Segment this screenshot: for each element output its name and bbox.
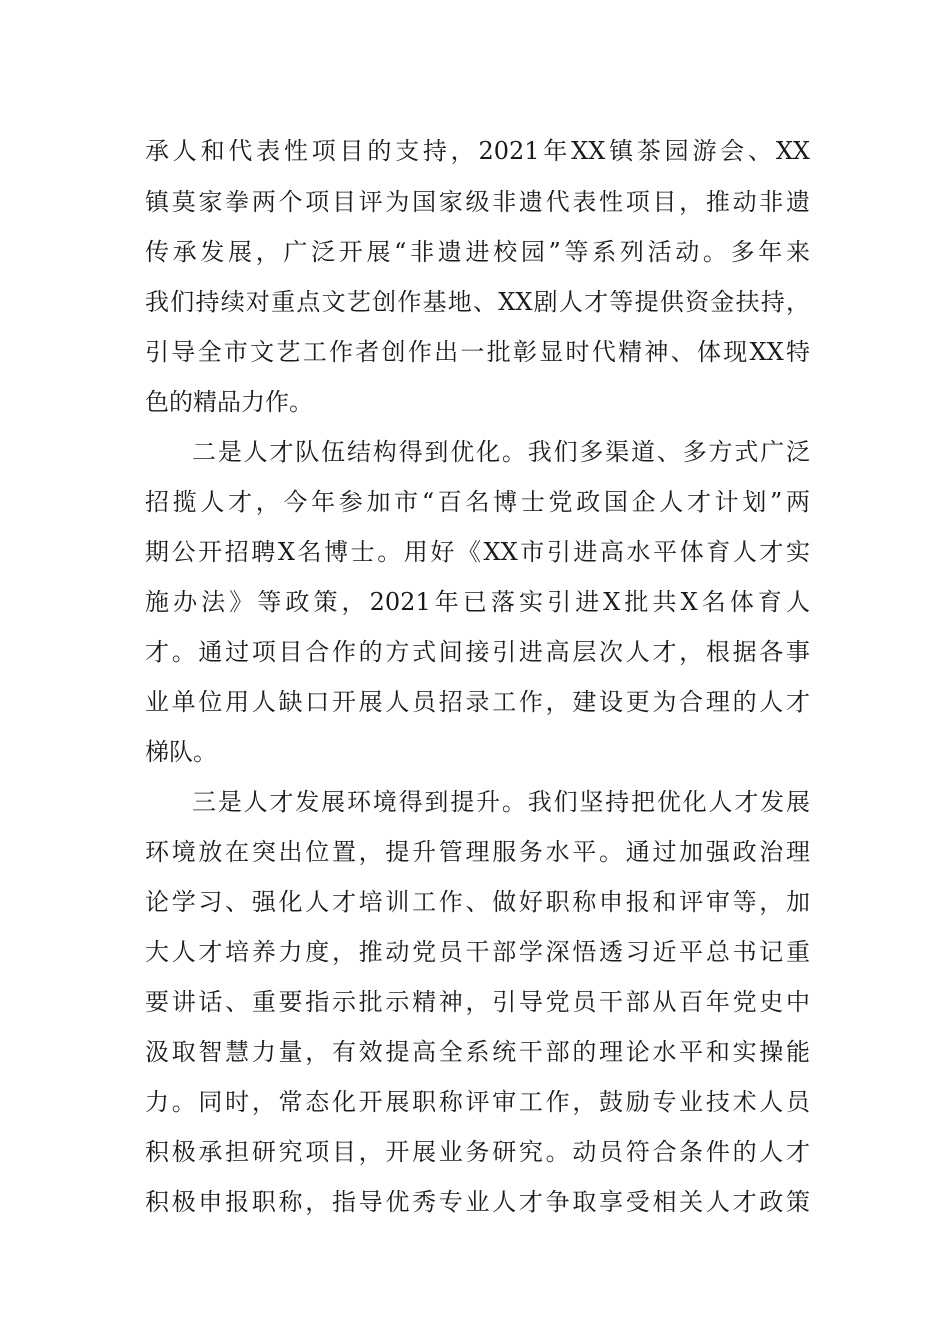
text-line: 梯队。	[145, 738, 217, 766]
text-line: 要讲话、重要指示批示精神，引导党员干部从百年党史中	[145, 988, 810, 1016]
text-line: 论学习、强化人才培训工作、做好职称申报和评审等，加	[145, 888, 810, 916]
text-line: 期公开招聘X名博士。用好《XX市引进高水平体育人才实	[145, 538, 810, 566]
text-line: 色的精品力作。	[145, 388, 313, 416]
text-line: 传承发展，广泛开展“非遗进校园”等系列活动。多年来	[145, 238, 810, 266]
text-line: 承人和代表性项目的支持，2021年XX镇茶园游会、XX	[145, 137, 810, 165]
text-line: 才。通过项目合作的方式间接引进高层次人才，根据各事	[145, 638, 810, 666]
text-line: 环境放在突出位置，提升管理服务水平。通过加强政治理	[145, 838, 810, 866]
text-line: 我们持续对重点文艺创作基地、XX剧人才等提供资金扶持，	[145, 288, 810, 316]
text-line: 汲取智慧力量，有效提高全系统干部的理论水平和实操能	[145, 1038, 810, 1066]
text-line: 积极申报职称，指导优秀专业人才争取享受相关人才政策	[145, 1188, 810, 1216]
text-line: 招揽人才，今年参加市“百名博士党政国企人才计划”两	[145, 488, 810, 516]
paragraph-3-first-line: 三是人才发展环境得到提升。我们坚持把优化人才发展	[192, 788, 810, 816]
text-line: 业单位用人缺口开展人员招录工作，建设更为合理的人才	[145, 688, 810, 716]
text-line: 力。同时，常态化开展职称评审工作，鼓励专业技术人员	[145, 1088, 810, 1116]
text-line: 大人才培养力度，推动党员干部学深悟透习近平总书记重	[145, 938, 810, 966]
paragraph-2-first-line: 二是人才队伍结构得到优化。我们多渠道、多方式广泛	[192, 438, 810, 466]
text-line: 引导全市文艺工作者创作出一批彰显时代精神、体现XX特	[145, 338, 810, 366]
text-line: 施办法》等政策，2021年已落实引进X批共X名体育人	[145, 588, 810, 616]
text-line: 镇莫家拳两个项目评为国家级非遗代表性项目，推动非遗	[145, 188, 810, 216]
text-line: 积极承担研究项目，开展业务研究。动员符合条件的人才	[145, 1138, 810, 1166]
